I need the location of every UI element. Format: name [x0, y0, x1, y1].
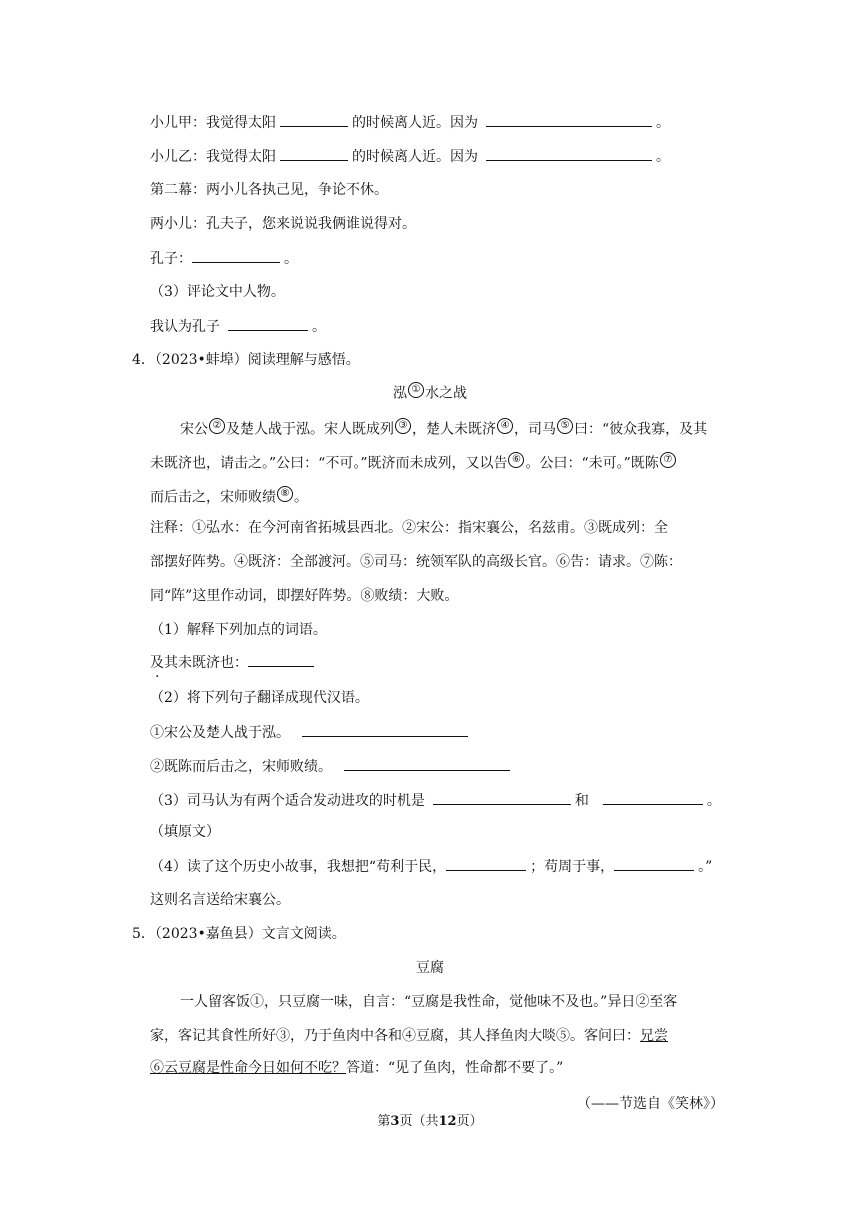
q5-header: 5．（2023•嘉鱼县）文言文阅读。 [132, 926, 346, 942]
q3-kongzi: 孔子： 。 [150, 248, 298, 269]
q4-note-line1: 注释：①弘水：在今河南省拓城县西北。②宋公：指宋襄公，名兹甫。③既成列：全 [150, 520, 668, 536]
q4-sub3: （3）司马认为有两个适合发动进攻的时机是 和 。 [150, 790, 721, 811]
underlined-sentence: 兄尝 [640, 1028, 668, 1044]
q4-passage-line1: 宋公 ② 及楚人战于泓。宋人既成列 ③ ，楚人未既济 ④ ，司马 ⑤ 曰：“彼众我寡，及其 [180, 420, 708, 438]
q5-source: （——节选自《笑林》） [577, 1096, 724, 1112]
q4-sub1-item: 及其未既济也： [150, 652, 318, 673]
q4-note-line2: 部摆好阵势。④既济：全部渡河。⑤司马：统领军队的高级长官。⑥告：请求。⑦陈： [150, 554, 682, 570]
page-footer: 第3页（共12页） [377, 1114, 483, 1129]
answer-blank[interactable] [486, 112, 652, 127]
answer-blank[interactable] [280, 146, 348, 161]
q4-header: 4．（2023•蚌埠）阅读理解与感悟。 [132, 352, 360, 368]
answer-blank[interactable] [228, 316, 308, 331]
answer-blank[interactable] [486, 146, 652, 161]
q4-sub2: （2）将下列句子翻译成现代汉语。 [150, 690, 369, 706]
answer-blank[interactable] [302, 722, 468, 737]
q4-sub2-item1: ①宋公及楚人战于泓。 [150, 722, 472, 743]
answer-blank[interactable] [614, 856, 694, 871]
page-total: 12 [438, 1114, 457, 1129]
underlined-sentence: ⑥云豆腐是性命今日如何不吃？ [150, 1060, 346, 1076]
q5-passage-line1: 一人留客饭①，只豆腐一味，自言：“豆腐是我性命，觉他味不及也。”异日②至客 [180, 994, 678, 1010]
q4-sub2-item2: ②既陈而后击之，宋师败绩。 [150, 756, 514, 777]
q3-line-yi: 小儿乙：我觉得太阳 的时候离人近。因为 。 [150, 146, 670, 167]
q5-passage-line2: 家，客记其食性所好③，乃于鱼肉中各和④豆腐，其人择鱼肉大啖⑤。客问曰：兄尝 [150, 1028, 668, 1044]
q3-opinion: 我认为孔子 。 [150, 316, 326, 337]
q4-passage-line2: 未既济也，请击之。”公曰：“不可。”既济而未成列，又以告 ⑥ 。公曰：“未可。”既陈 ⑦ [150, 452, 677, 474]
q4-sub1: （1）解释下列加点的词语。 [150, 622, 327, 638]
answer-blank[interactable] [603, 790, 703, 805]
q4-sub4: （4）读了这个历史小故事，我想把“苟利于民， ；苟周于事， 。” [150, 856, 712, 877]
q3-sub3: （3）评论文中人物。 [150, 284, 285, 300]
page-number: 3 [390, 1114, 400, 1129]
q4-sub4-line2: 这则名言送给宋襄公。 [150, 892, 290, 908]
q5-title: 豆腐 [416, 960, 444, 976]
q4-note-line3: 同“阵”这里作动词，即摆好阵势。⑧败绩：大败。 [150, 588, 459, 604]
dotted-word: 及 [150, 655, 164, 671]
q4-passage-line3: 而后击之，宋师败绩 ⑧ 。 [150, 488, 308, 506]
answer-blank[interactable] [433, 790, 571, 805]
q3-both: 两小儿：孔夫子，您来说说我俩谁说得对。 [150, 216, 416, 232]
q3-scene2: 第二幕：两小儿各执己见，争论不休。 [150, 182, 388, 198]
answer-blank[interactable] [192, 248, 280, 263]
q4-title: 泓 ① 水之战 [393, 384, 467, 402]
q4-sub3-note: （填原文） [150, 824, 220, 840]
answer-blank[interactable] [280, 112, 348, 127]
answer-blank[interactable] [446, 856, 526, 871]
answer-blank[interactable] [344, 756, 510, 771]
answer-blank[interactable] [248, 652, 314, 667]
q5-passage-line3: ⑥云豆腐是性命今日如何不吃？答道：“见了鱼肉，性命都不要了。” [150, 1060, 564, 1076]
q3-line-jia: 小儿甲：我觉得太阳 的时候离人近。因为 。 [150, 112, 670, 133]
